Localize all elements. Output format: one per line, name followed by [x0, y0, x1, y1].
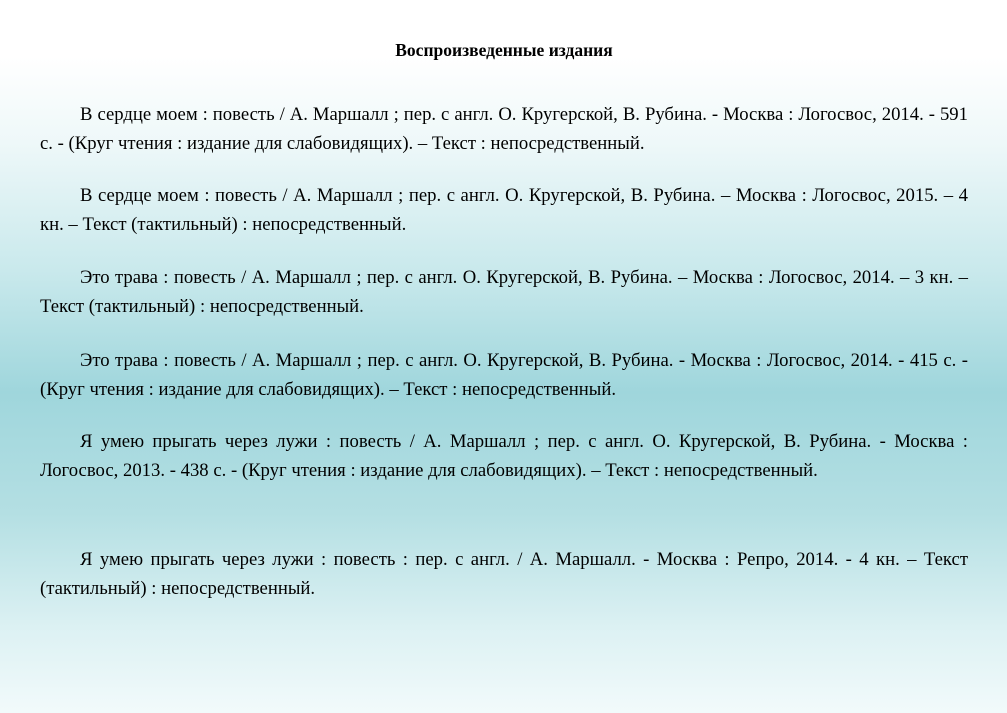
bibliography-entry: Это трава : повесть / А. Маршалл ; пер. с англ. О. Кругерской, В. Рубина. - Москва : Логосвос, 2014. - 415 с. - (Круг чтения : издание для слабовидящих). – Текст : непосредственный.: [40, 350, 968, 400]
bibliography-entry: Я умею прыгать через лужи : повесть / А. Маршалл ; пер. с англ. О. Кругерской, В. Рубина. - Москва : Логосвос, 2013. - 438 с. - (Круг чтения : издание для слабовидящих). – Текст : непосредственный.: [40, 431, 968, 481]
bibliography-entry: В сердце моем : повесть / А. Маршалл ; пер. с англ. О. Кругерской, В. Рубина. – Москва : Логосвос, 2015. – 4 кн. – Текст (тактильный) : непосредственный.: [40, 185, 968, 235]
bibliography-entry: В сердце моем : повесть / А. Маршалл ; пер. с англ. О. Кругерской, В. Рубина. - Москва : Логосвос, 2014. - 591 с. - (Круг чтения : издание для слабовидящих). – Текст : непосредственный.: [40, 104, 968, 154]
bibliography-entry: Я умею прыгать через лужи : повесть : пер. с англ. / А. Маршалл. - Москва : Репро, 2014. - 4 кн. – Текст (тактильный) : непосредственный.: [40, 549, 968, 599]
page-title: Воспроизведенные издания: [395, 40, 613, 60]
document-page: [40, 0, 968, 713]
bibliography-entry: Это трава : повесть / А. Маршалл ; пер. с англ. О. Кругерской, В. Рубина. – Москва : Логосвос, 2014. – 3 кн. – Текст (тактильный) : непосредственный.: [40, 267, 968, 317]
